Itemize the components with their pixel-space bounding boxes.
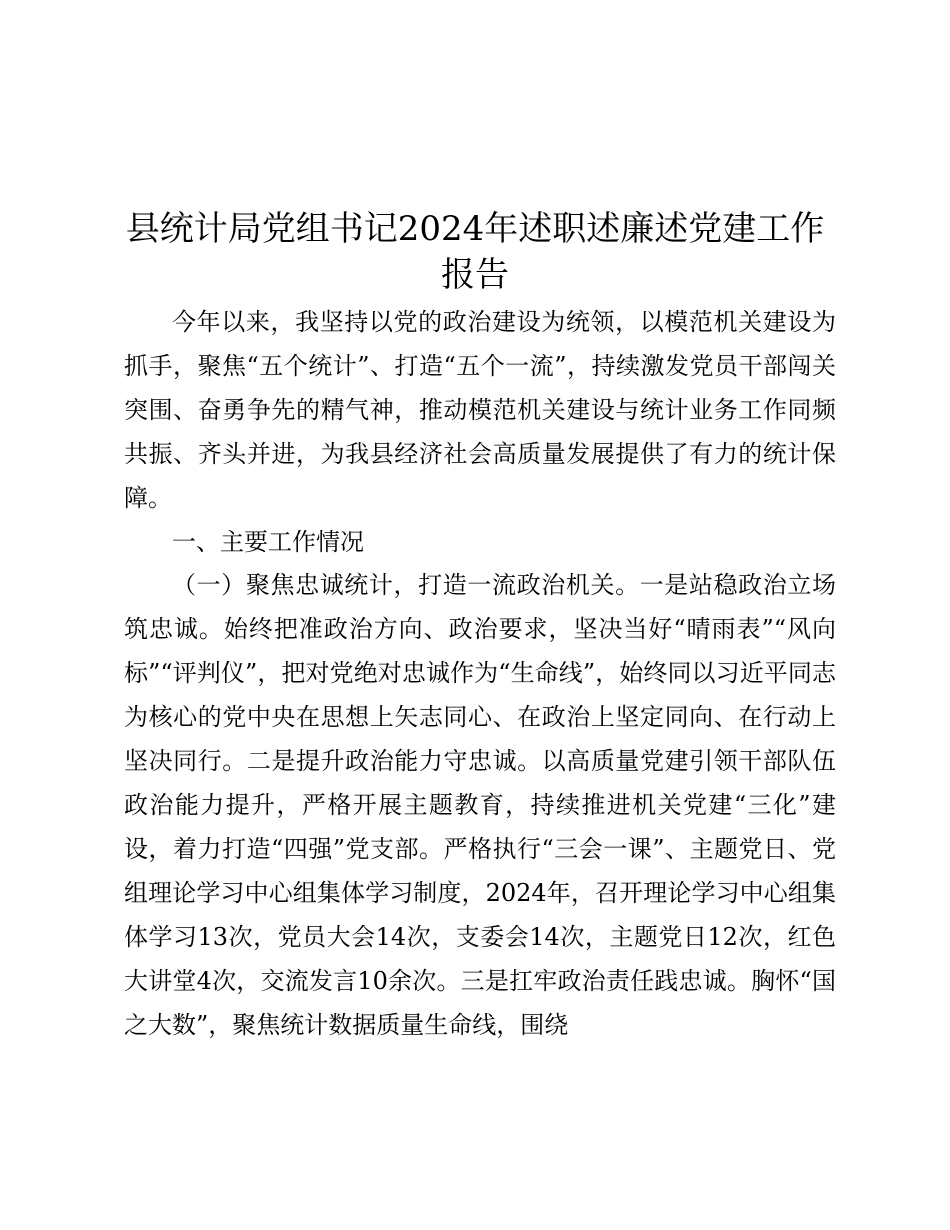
intro-paragraph: 今年以来，我坚持以党的政治建设为统领，以模范机关建设为抓手，聚焦“五个统计”、打造“五个一流”，持续激发党员干部闯关突围、奋勇争先的精气神，推动模范机关建设与统计业务工作同频共振、齐头并进，为我县经济社会高质量发展提供了有力的统计保障。 — [124, 308, 836, 512]
title-line-2: 报告 — [441, 255, 509, 295]
title-line-1: 县统计局党组书记2024年述职述廉述党建工作 — [125, 209, 825, 249]
section-heading: 一、主要工作情况 — [172, 527, 364, 556]
body-paragraph: （一）聚焦忠诚统计，打造一流政治机关。一是站稳政治立场筑忠诚。始终把准政治方向、政治要求，坚决当好“晴雨表”“风向标”“评判仪”，把对党绝对忠诚作为“生命线”，始终同以习近平同志为核心的党中央在思想上矢志同心、在政治上坚定同向、在行动上坚决同行。二是提升政治能力守忠诚。以高质量党建引领干部队伍政治能力提升，严格开展主题教育，持续推进机关党建“三化”建设，着力打造“四强”党支部。严格执行“三会一课”、主题党日、党组理论学习中心组集体学习制度，2024年，召开理论学习中心组集体学习13次，党员大会14次，支委会14次，主题党日12次，红色大讲堂4次，交流发言10余次。三是扛牢政治责任践忠诚。胸怀“国之大数”，聚焦统计数据质量生命线，围绕 — [124, 571, 836, 1039]
document-body — [124, 301, 836, 1047]
document-title — [0, 206, 950, 298]
